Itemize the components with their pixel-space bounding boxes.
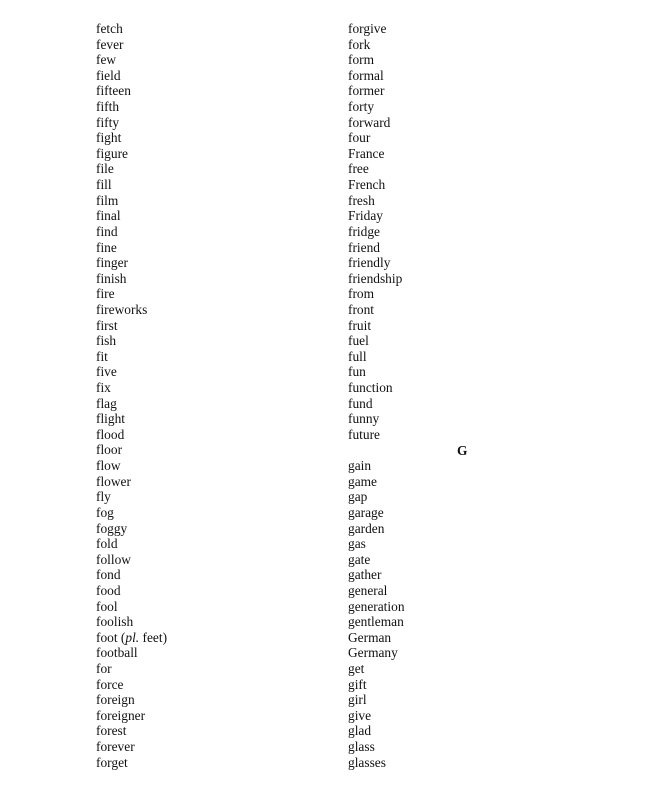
- word-list-item: five: [96, 364, 117, 380]
- word-list-item: fly: [96, 489, 111, 505]
- word-list-item: fireworks: [96, 301, 148, 317]
- word-list-item: for: [96, 660, 112, 676]
- word-list-item: final: [96, 208, 121, 224]
- word-list-item: game: [348, 473, 377, 489]
- word-list-item: from: [348, 286, 375, 302]
- word-list-item: flood: [96, 426, 125, 442]
- section-gap: [348, 442, 405, 458]
- word-list-item: fit: [96, 348, 108, 364]
- word-list-item: front: [348, 301, 375, 317]
- word-list-item: full: [348, 348, 367, 364]
- word-list-item: fruit: [348, 317, 372, 333]
- word-list-item: fight: [96, 130, 122, 146]
- word-list-item: forgive: [348, 21, 387, 36]
- word-list-item: forget: [96, 754, 128, 770]
- left-word-column: [96, 21, 167, 770]
- word-list-item: foolish: [96, 614, 134, 630]
- word-list-item: gap: [348, 489, 368, 505]
- word-list-item: gather: [348, 567, 382, 583]
- word-list-item: foot (pl. feet): [96, 629, 168, 645]
- section-heading-g: G: [457, 443, 468, 458]
- word-list-item: give: [348, 707, 372, 723]
- word-list-item: glasses: [348, 754, 386, 770]
- word-list-item: German: [348, 629, 392, 645]
- word-list-item: formal: [348, 67, 384, 83]
- word-list-item: football: [96, 645, 138, 661]
- word-list-item: France: [348, 145, 385, 161]
- word-list-item: fix: [96, 380, 111, 396]
- word-list-item: fish: [96, 333, 117, 349]
- word-list-item: film: [96, 192, 119, 208]
- word-list-item: gain: [348, 458, 372, 474]
- word-list-item: gate: [348, 551, 371, 567]
- word-list-item: fond: [96, 567, 121, 583]
- word-list-item: flight: [96, 411, 126, 427]
- word-list-item: fresh: [348, 192, 375, 208]
- word-list-item: form: [348, 52, 375, 68]
- word-list-item: fifty: [96, 114, 120, 130]
- word-list-item: gift: [348, 676, 367, 692]
- word-list-item: few: [96, 52, 117, 68]
- word-list-item: forever: [96, 739, 135, 755]
- word-list-item: fever: [96, 36, 124, 52]
- word-list-item: Germany: [348, 645, 398, 661]
- word-list-item: function: [348, 380, 393, 396]
- word-list-item: fog: [96, 504, 114, 520]
- word-list-item: fool: [96, 598, 118, 614]
- word-list-item: garage: [348, 504, 384, 520]
- word-list-item: girl: [348, 692, 367, 708]
- word-list-item: fund: [348, 395, 373, 411]
- right-word-column: [348, 21, 405, 770]
- word-list-item: future: [348, 426, 380, 442]
- word-list-item: friend: [348, 239, 380, 255]
- word-list-item: file: [96, 161, 114, 177]
- word-list-item: forest: [96, 723, 127, 739]
- word-list-item: fuel: [348, 333, 369, 349]
- word-list-item: fridge: [348, 223, 380, 239]
- word-list-item: fire: [96, 286, 115, 302]
- word-list-item: follow: [96, 551, 131, 567]
- word-list-item: gas: [348, 536, 366, 552]
- word-list-item: fun: [348, 364, 366, 380]
- word-list-item: foreigner: [96, 707, 146, 723]
- word-list-item: flower: [96, 473, 131, 489]
- word-list-item: Friday: [348, 208, 383, 224]
- word-list-item: friendly: [348, 255, 391, 271]
- word-list-item: four: [348, 130, 371, 146]
- word-list-item: French: [348, 177, 386, 193]
- word-list-item: fetch: [96, 21, 123, 36]
- word-list-item: finish: [96, 270, 127, 286]
- word-list-item: foreign: [96, 692, 135, 708]
- word-list-item: field: [96, 67, 121, 83]
- word-list-item: fifth: [96, 99, 120, 115]
- word-list-item: glad: [348, 723, 372, 739]
- word-list-item: find: [96, 223, 118, 239]
- word-list-item: finger: [96, 255, 128, 271]
- word-list-item: first: [96, 317, 118, 333]
- word-list-item: former: [348, 83, 385, 99]
- word-list-item: funny: [348, 411, 380, 427]
- word-list-item: flag: [96, 395, 117, 411]
- word-list-item: garden: [348, 520, 385, 536]
- word-list-item: figure: [96, 145, 128, 161]
- word-list-item: fold: [96, 536, 118, 552]
- word-list-item: fine: [96, 239, 117, 255]
- word-list-item: forty: [348, 99, 375, 115]
- word-list-item: fill: [96, 177, 112, 193]
- word-list-item: flow: [96, 458, 121, 474]
- word-list-item: floor: [96, 442, 123, 458]
- word-list-item: fifteen: [96, 83, 131, 99]
- word-list-item: gentleman: [348, 614, 404, 630]
- word-list-item: foggy: [96, 520, 128, 536]
- word-list-item: glass: [348, 739, 375, 755]
- word-list-item: friendship: [348, 270, 403, 286]
- word-list-item: food: [96, 582, 121, 598]
- word-list-item: force: [96, 676, 124, 692]
- word-list-item: free: [348, 161, 369, 177]
- word-list-item: generation: [348, 598, 405, 614]
- word-list-item: general: [348, 582, 388, 598]
- word-list-item: forward: [348, 114, 391, 130]
- word-list-item: fork: [348, 36, 371, 52]
- word-list-item: get: [348, 660, 365, 676]
